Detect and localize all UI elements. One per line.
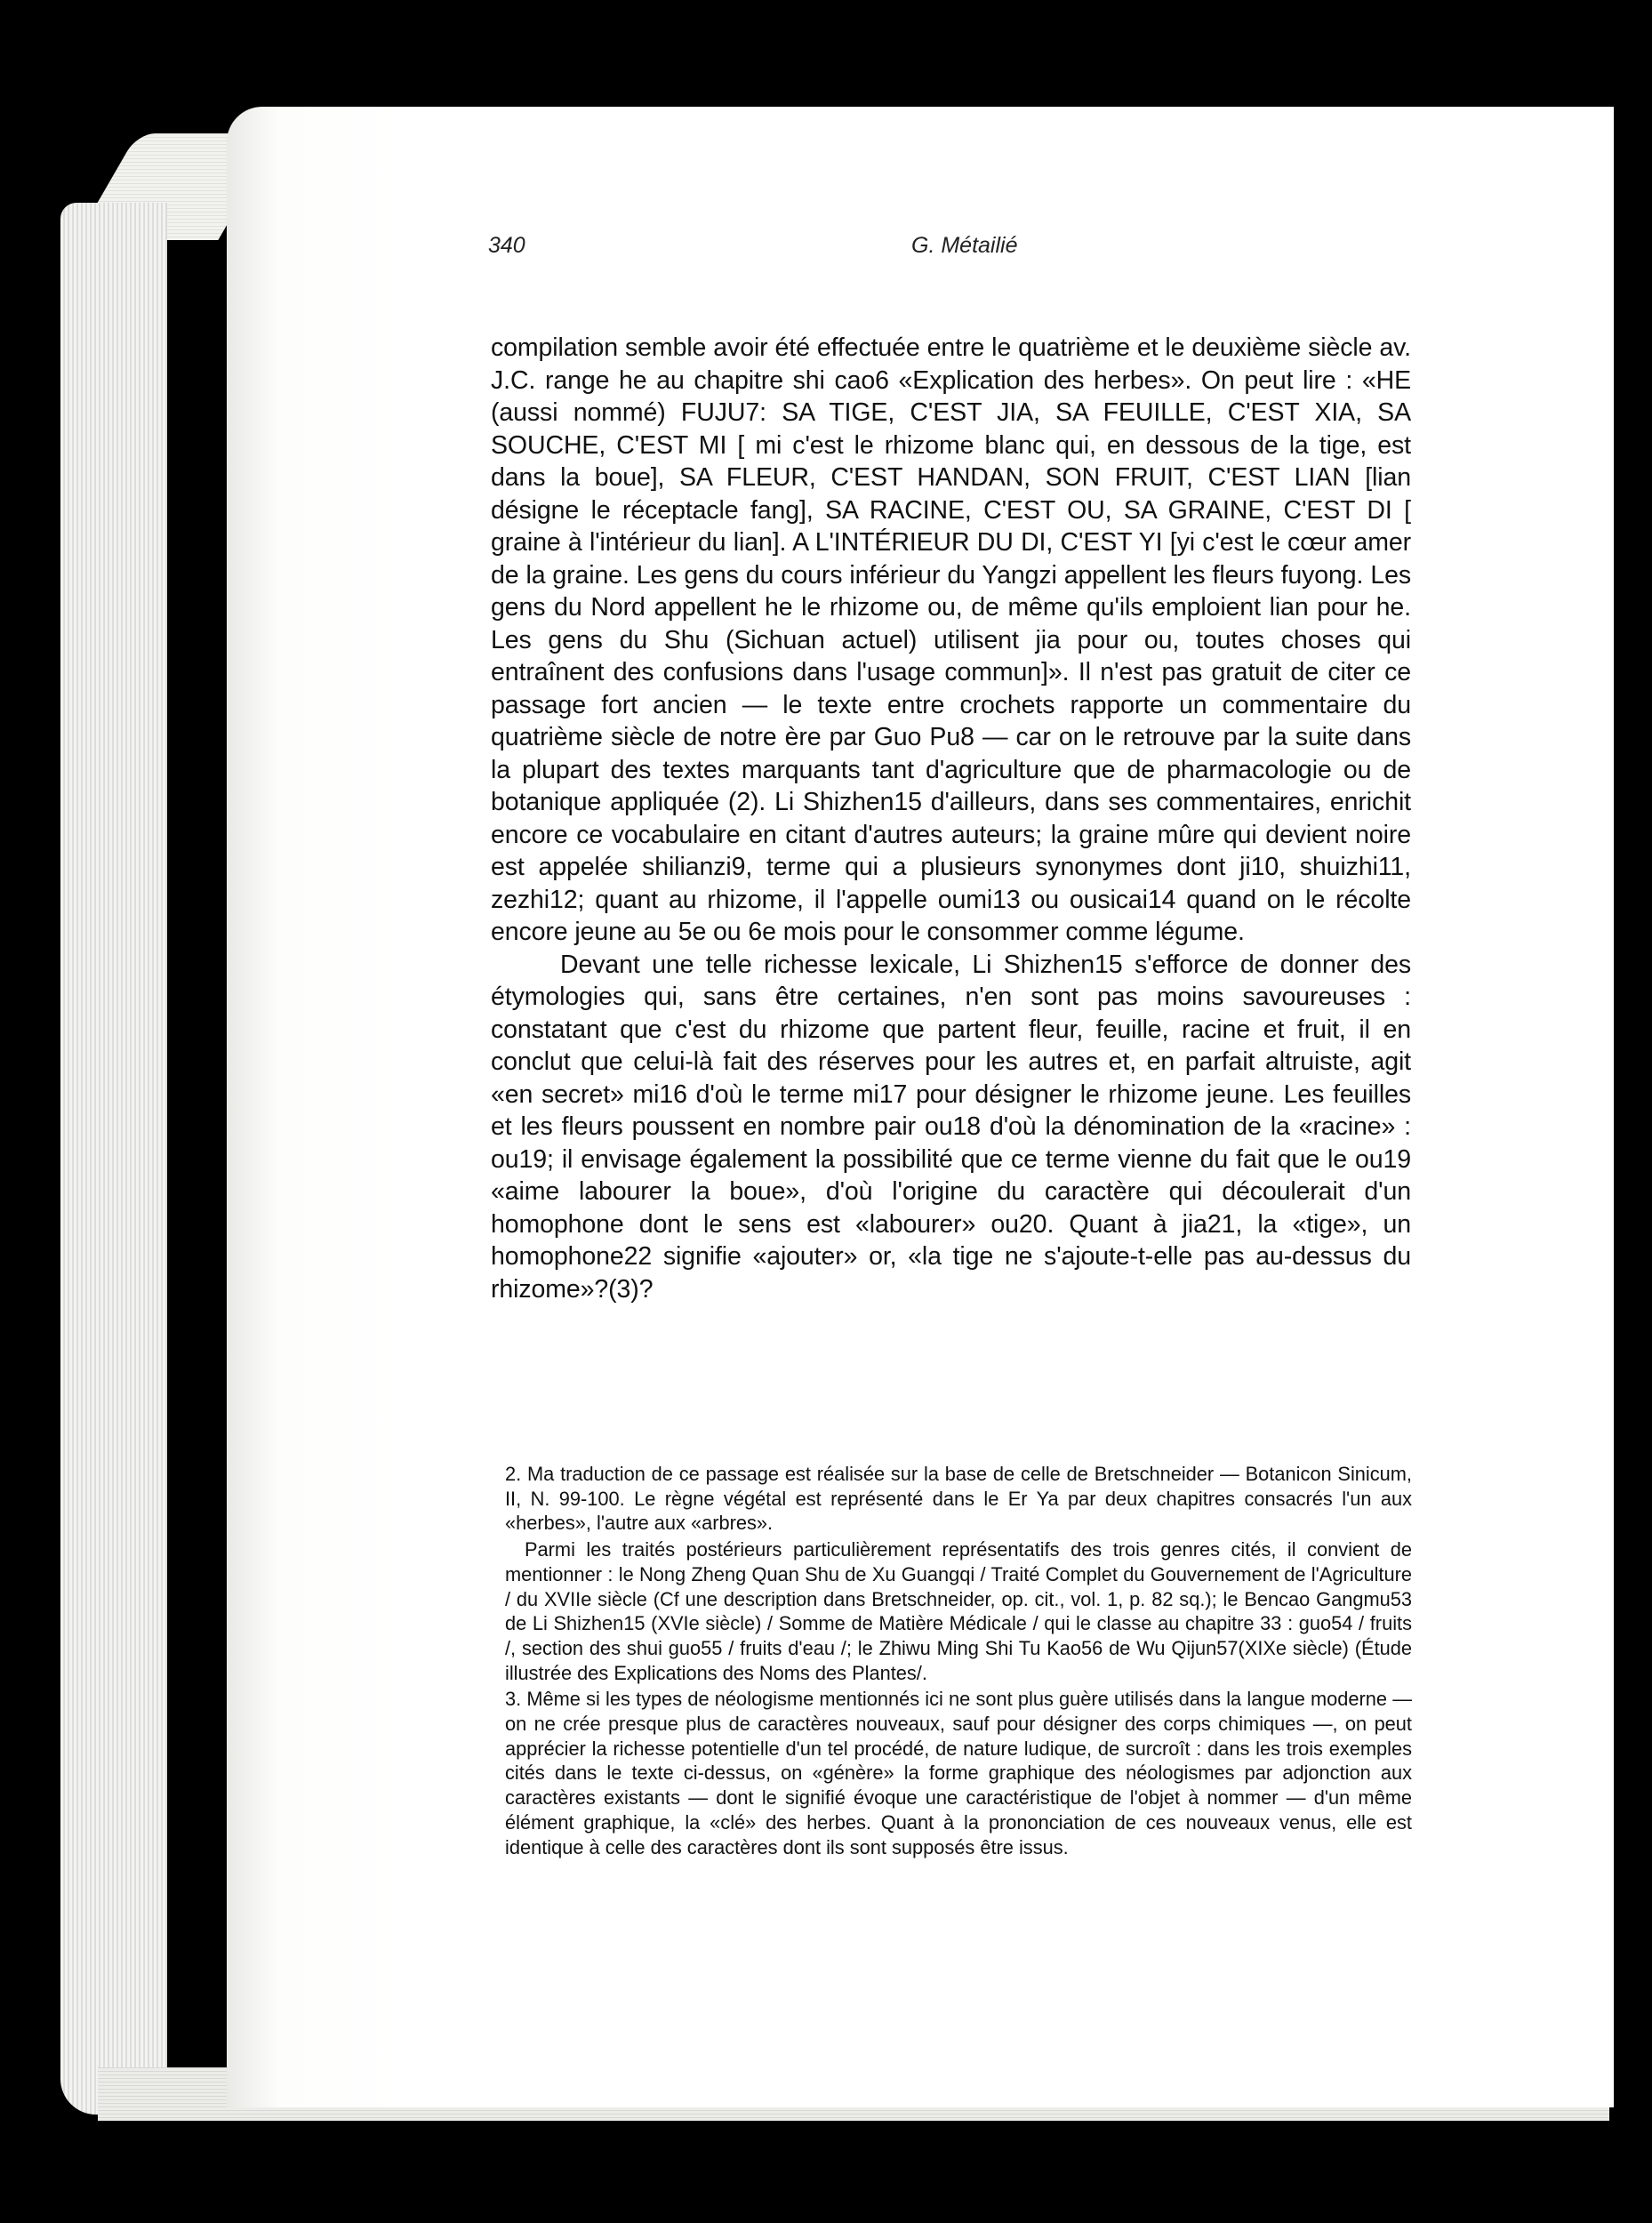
body-paragraph: compilation semble avoir été effectuée entre le quatrième et le deuxième siècle av. J.C. range he au chapitre shi cao6 «Explication des herbes». On peut lire : «HE (aussi nommé) FUJU7: SA TIGE, C'EST JIA, SA FEUILLE, C'EST XIA, SA SOUCHE, C'EST MI [ mi c'est le rhizome blanc qui, en dessous de la tige, est dans la boue], SA FLEUR, C'EST HANDAN, SON FRUIT, C'EST LIAN [lian désigne le réceptacle fang], SA RACINE, C'EST OU, SA GRAINE, C'EST DI [ graine à l'intérieur du lian]. A L'INTÉRIEUR DU DI, C'EST YI [yi c'est le cœur amer de la graine. Les gens du cours inférieur du Yangzi appellent les fleurs fuyong. Les gens du Nord appellent he le rhizome ou, de même qu'ils emploient lian pour he. Les gens du Shu (Sichuan actuel) utilisent jia pour ou, toutes choses qui entraînent des confusions dans l'usage commun]». Il n'est pas gratuit de citer ce passage fort ancien — le texte entre crochets rapporte un commentaire du quatrième siècle de notre ère par Guo Pu8 — car on le retrouve par la suite dans la plupart des textes marquants tant d'agriculture que de pharmacologie ou de botanique appliquée (2). Li Shizhen15 d'ailleurs, dans ses commentaires, enrichit encore ce vocabulaire en citant d'autres auteurs; la graine mûre qui devient noire est appelée shilianzi9, terme qui a plusieurs synonymes dont ji10, shuizhi11, zezhi12; quant au rhizome, il l'appelle oumi13 ou ousicai14 quand on le récolte encore jeune au 5e ou 6e mois pour le consommer comme légume.: [491, 333, 1411, 946]
main-text: [491, 332, 1411, 1305]
page-number: 340: [488, 233, 525, 258]
footnote-3: 3. Même si les types de néologisme mentionnés ici ne sont plus guère utilisés dans la langue moderne — on ne crée presque plus de caractères nouveaux, sauf pour désigner des corps chimiques —, on peut apprécier la richesse potentielle d'un tel procédé, de nature ludique, de surcroît : dans les trois exemples cités dans le texte ci-dessus, on «génère» la forme graphique des néologismes par adjonction aux caractères existants — dont le signifié évoque une caractéristique de l'objet à nommer — d'un même élément graphique, la «clé» des herbes. Quant à la prononciation de ces nouveaux venus, elle est identique à celle des caractères dont ils sont supposés être issus.: [505, 1688, 1412, 1858]
footnote-2: 2. Ma traduction de ce passage est réalisée sur la base de celle de Bretschneider — Botanicon Sinicum, II, N. 99-100. Le règne végétal est représenté dans le Er Ya par deux chapitres consacrés l'un aux «herbes», l'autre aux «arbres».: [505, 1463, 1412, 1535]
footnotes: [505, 1462, 1412, 1859]
page-stack-left-edge: [60, 203, 167, 2115]
body-paragraph: Devant une telle richesse lexicale, Li Shizhen15 s'efforce de donner des étymologies qui, sans être certaines, n'en sont pas moins savoureuses : constatant que c'est du rhizome que partent fleur, feuille, racine et fruit, il en conclut que celui-là fait des réserves pour les autres et, en parfait altruiste, agit «en secret» mi16 d'où le terme mi17 pour désigner le rhizome jeune. Les feuilles et les fleurs poussent en nombre pair ou18 d'où la dénomination de la «racine» : ou19; il envisage également la possibilité que ce terme vienne du fait que le ou19 «aime labourer la boue», d'où l'origine du caractère qui découlerait d'un homophone dont le sens est «labourer» ou20. Quant à jia21, la «tige», un homophone22 signifie «ajouter» or, «la tige ne s'ajoute-t-elle pas au-dessus du rhizome»?(3)?: [491, 950, 1411, 1304]
footnote-2-continued: Parmi les traités postérieurs particulièrement représentatifs des trois genres cités, il convient de mentionner : le Nong Zheng Quan Shu de Xu Guangqi / Traité Complet du Gouvernement de l'Agriculture / du XVIIe siècle (Cf une description dans Bretschneider, op. cit., vol. 1, p. 82 sq.); le Bencao Gangmu53 de Li Shizhen15 (XVIe siècle) / Somme de Matière Médicale / qui le classe au chapitre 33 : guo54 / fruits /, section des shui guo55 / fruits d'eau /; le Zhiwu Ming Shi Tu Kao56 de Wu Qijun57(XIXe siècle) (Étude illustrée des Explications des Noms des Plantes/.: [505, 1538, 1412, 1684]
running-head-author: G. Métailié: [911, 233, 1018, 258]
